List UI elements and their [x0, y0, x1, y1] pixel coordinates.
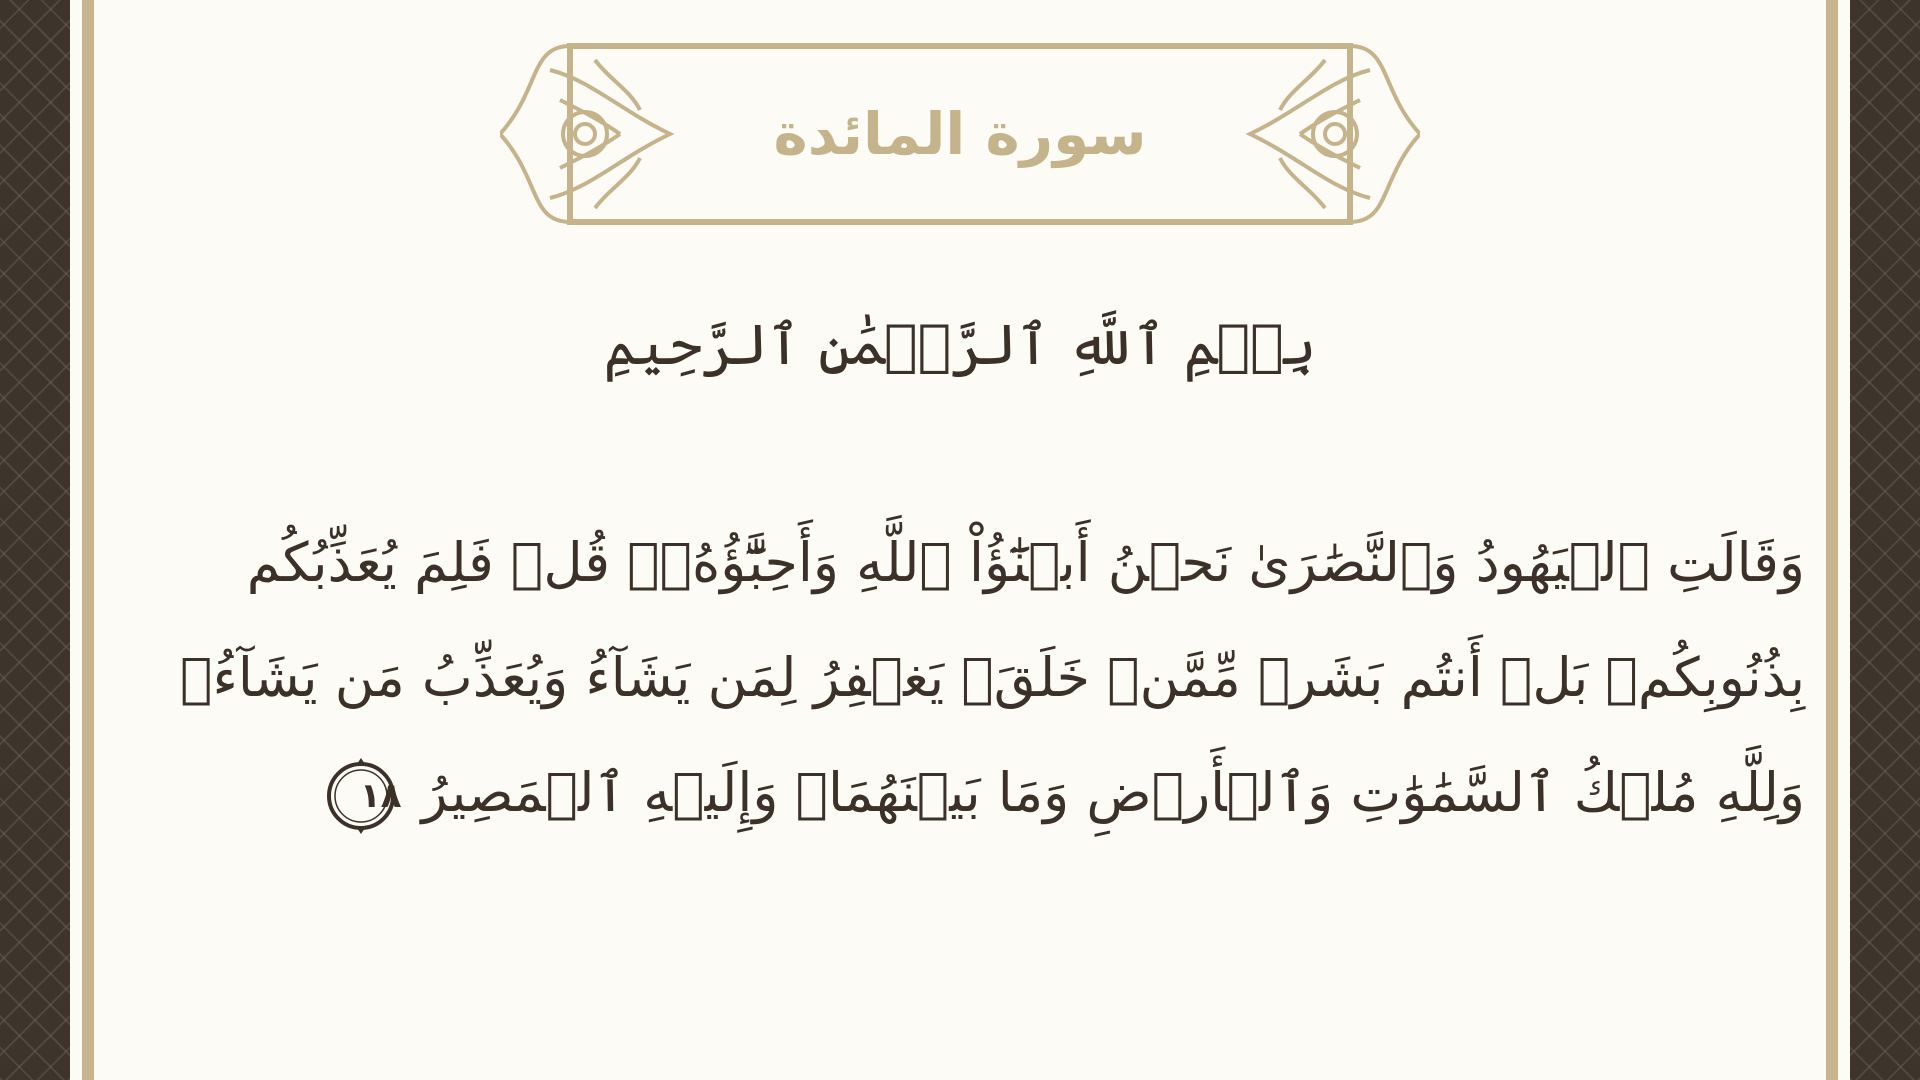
verse-text — [180, 505, 1805, 850]
right-ornamental-border — [1850, 0, 1920, 1080]
verse-line: بِذُنُوبِكُمۖ بَلۡ أَنتُم بَشَرٞ مِّمَّنۡ خَلَقَۚ يَغۡفِرُ لِمَن يَشَآءُ وَيُعَذِّبُ مَن يَشَآءُۚ — [180, 646, 1805, 709]
surah-title-banner — [500, 40, 1420, 228]
verse-line-text: وَلِلَّهِ مُلۡكُ ٱلسَّمَٰوَٰتِ وَٱلۡأَرۡضِ وَمَا بَيۡنَهُمَاۖ وَإِلَيۡهِ ٱلۡمَصِيرُ — [421, 761, 1805, 824]
ayah-number-marker — [321, 756, 401, 836]
ayah-number: ١٨ — [359, 776, 402, 817]
right-gold-rule — [1826, 0, 1838, 1080]
left-ornamental-border — [0, 0, 70, 1080]
verse-line: وَقَالَتِ ٱلۡيَهُودُ وَٱلنَّصَٰرَىٰ نَحۡنُ أَبۡنَٰٓؤُاْ ٱللَّهِ وَأَحِبَّٰٓؤُهُۥۚ قُلۡ فَلِمَ يُعَذِّبُكُم — [246, 531, 1805, 594]
surah-title: سورة المائدة — [773, 100, 1147, 168]
basmala: بِسۡمِ ٱللَّهِ ٱلرَّحۡمَٰنِ ٱلرَّحِيمِ — [603, 312, 1317, 378]
left-gold-rule — [82, 0, 94, 1080]
verse-line-last — [200, 735, 1805, 850]
